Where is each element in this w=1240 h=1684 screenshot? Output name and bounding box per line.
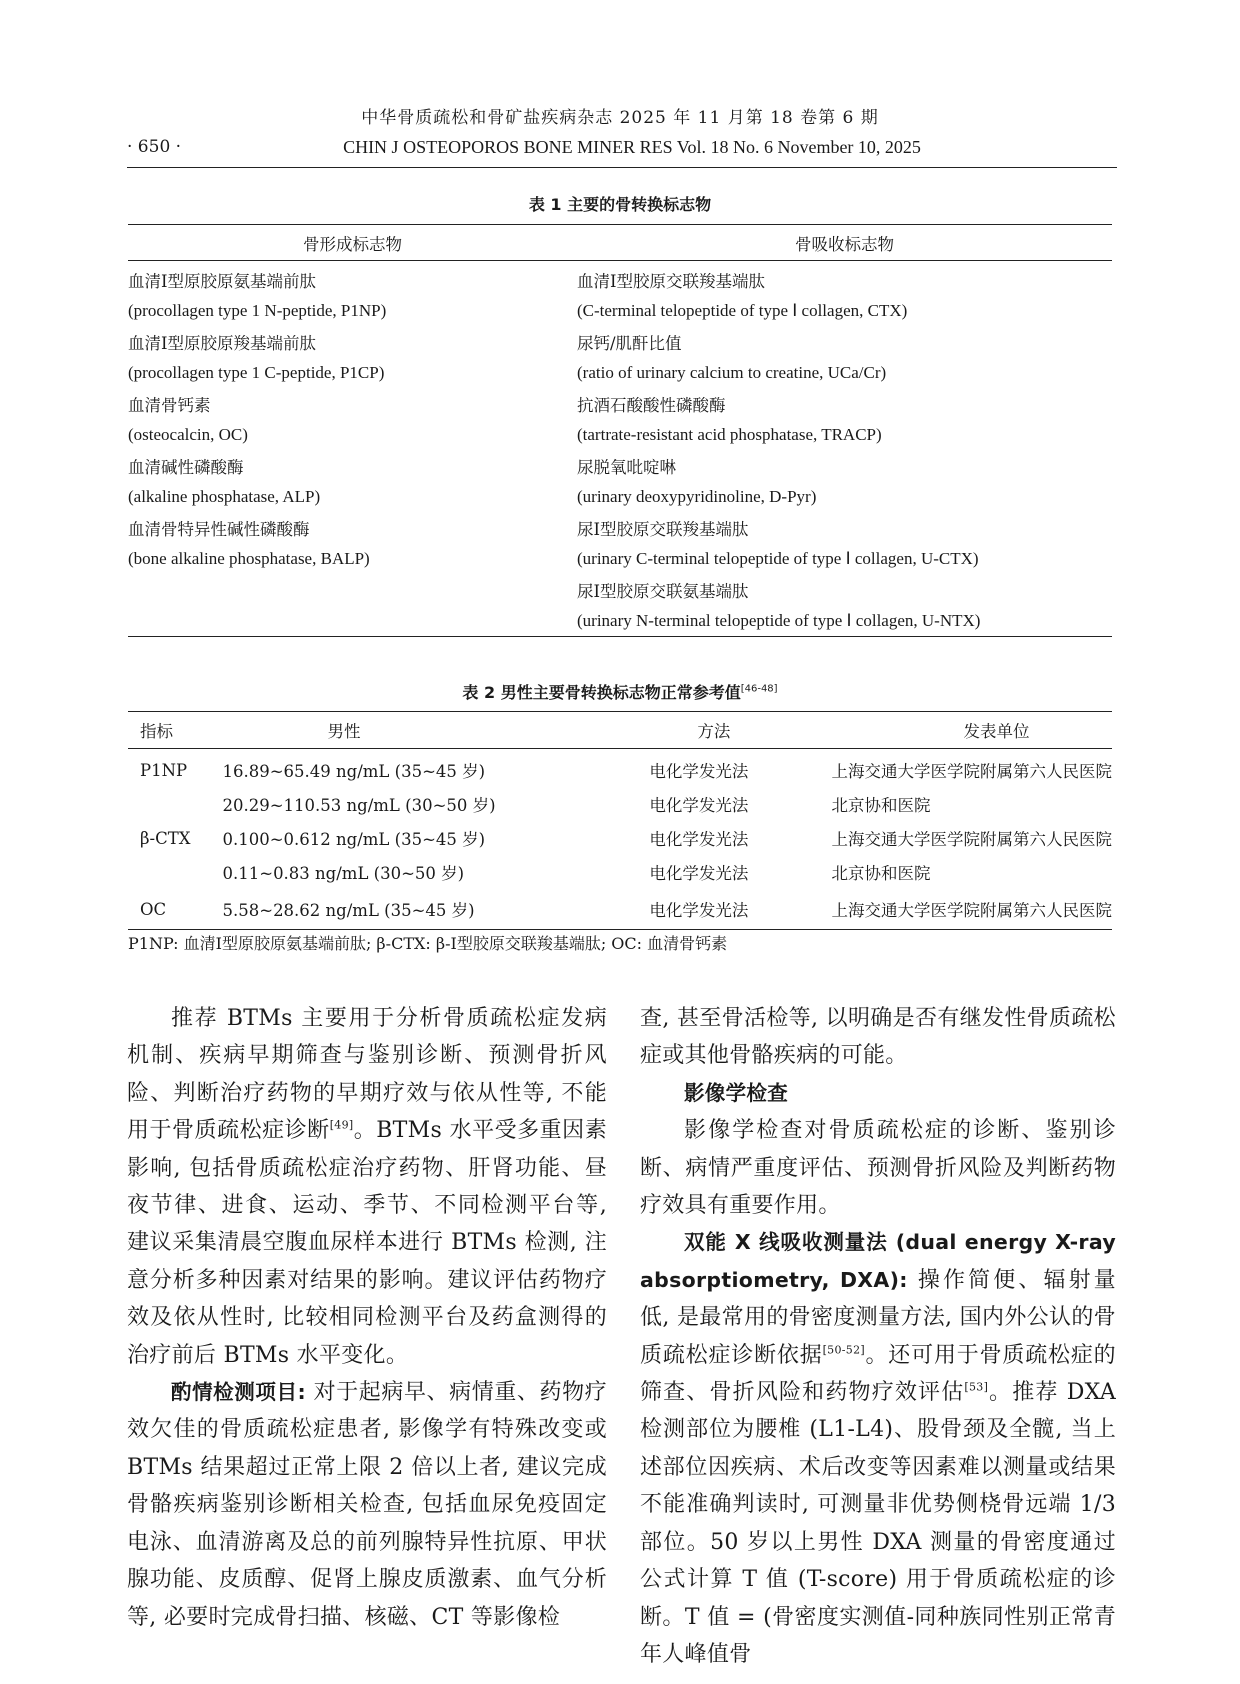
table2-caption-ref: [46-48] [740,683,778,695]
table-cell: β-CTX [140,828,191,848]
table-header-cell: 发表单位 [832,712,1113,749]
table-row [128,512,1112,543]
paragraph-text: 对于起病早、病情重、药物疗效欠佳的骨质疏松症患者, 影像学有特殊改变或 BTMs 结果超过正常上限 2 倍以上者, 建议完成骨骼疾病鉴别诊断相关检查, 包括血尿免疫固定电泳、血清游离及总的前列腺特异性抗原、甲状腺功能、皮质醇、促肾上腺皮质激素、血气分析等, 必要时完成骨扫描、核磁、CT 等影像检 [127,1380,607,1630]
table-cell: 上海交通大学医学院附属第六人民医院 [831,830,1112,849]
table-cell: 电化学发光法 [649,762,749,781]
table-row [128,357,1112,388]
paragraph-lead: 酌情检测项目: [171,1380,307,1405]
journal-title-en: CHIN J OSTEOPOROS BONE MINER RES Vol. 18 No. 6 November 10, 2025 [343,137,921,157]
table-header-cell: 骨形成标志物 [128,225,577,261]
table-cell: 尿Ⅰ型胶原交联氨基端肽 [577,581,749,601]
table-cell: 血清Ⅰ型原胶原氨基端前肽 [128,271,317,291]
table-cell: (alkaline phosphatase, ALP) [128,486,321,506]
table-cell: (procollagen type 1 N-peptide, P1NP) [128,300,387,320]
table-cell: 0.11~0.83 ng/mL (30~50 岁) [222,864,465,883]
journal-title-cn: 中华骨质疏松和骨矿盐疾病杂志 2025 年 11 月第 18 卷第 6 期 [361,108,879,128]
citation: [50-52] [822,1343,865,1357]
table-cell: 电化学发光法 [649,796,749,815]
table-header-cell: 男性 [223,712,650,749]
table-cell [128,855,223,889]
table-row [128,787,1112,821]
page-number: · 650 · [127,137,182,157]
table-cell: OC [128,889,223,930]
citation: [53] [964,1380,989,1394]
paragraph-text: 。BTMs 水平受多重因素影响, 包括骨质疏松症治疗药物、肝肾功能、昼夜节律、进食、运动、季节、不同检测平台等, 建议采集清晨空腹血尿样本进行 BTMs 检测, 注意分析多种因素对结果的影响。建议评估药物疗效及依从性时, 比较相同检测平台及药盒测得的治疗前后 BTMs 水平变化。 [127,1118,607,1368]
table-cell: (bone alkaline phosphatase, BALP) [128,548,370,568]
table-row [128,543,1112,574]
table-cell: (procollagen type 1 C-peptide, P1CP) [128,362,385,382]
table-cell [128,605,577,637]
table-cell: (osteocalcin, OC) [128,424,248,444]
table-cell: (C-terminal telopeptide of type Ⅰ collagen, CTX) [577,300,908,320]
table-row [128,326,1112,357]
paragraph-text: 。推荐 DXA 检测部位为腰椎 (L1-L4)、股骨颈及全髋, 当上述部位因疾病、术后改变等因素难以测量或结果不能准确判读时, 可测量非优势侧桡骨远端 1/3 部位。50 岁以上男性 DXA 测量的骨密度通过公式计算 T 值 (T-score) 用于骨质疏松症的诊断。T 值 = (骨密度实测值-同种族同性别正常青年人峰值骨 [640,1380,1117,1667]
table-cell: 抗酒石酸酸性磷酸酶 [577,395,726,415]
table-row [128,261,1112,296]
paragraph-text: 推荐 BTMs 主要用于分析骨质疏松症发病机制、疾病早期筛查与鉴别诊断、预测骨折风险、判断治疗药物的早期疗效与依从性等, 不能用于骨质疏松症诊断 [127,1006,607,1144]
table-cell: 上海交通大学医学院附属第六人民医院 [831,762,1112,781]
table1-caption: 表 1 主要的骨转换标志物 [528,195,712,214]
paragraph: 查, 甚至骨活检等, 以明确是否有继发性骨质疏松症或其他骨骼疾病的可能。 [640,1006,1116,1069]
table-cell: 血清骨特异性碱性磷酸酶 [128,519,310,539]
table-cell: 血清碱性磷酸酶 [128,457,244,477]
citation: [49] [329,1118,354,1132]
table-cell: (urinary N-terminal telopeptide of type Ⅰ collagen, U-NTX) [577,605,1112,637]
table-cell: 尿Ⅰ型胶原交联羧基端肽 [577,519,749,539]
table-cell: 北京协和医院 [831,796,931,815]
body-column-left [127,1000,607,1636]
table-cell: (urinary C-terminal telopeptide of type Ⅰ collagen, U-CTX) [577,548,979,568]
table-cell: (tartrate-resistant acid phosphatase, TRACP) [577,424,882,444]
header-rule [127,167,1117,168]
table-cell: 16.89~65.49 ng/mL (35~45 岁) [222,762,486,781]
table-cell: P1NP [140,760,188,780]
table2-footnote: P1NP: 血清Ⅰ型原胶原氨基端前肽; β-CTX: β-Ⅰ型胶原交联羧基端肽; OC: 血清骨钙素 [128,934,728,953]
table-row [128,605,1112,637]
table-cell: (ratio of urinary calcium to creatine, UCa/Cr) [577,362,887,382]
paragraph: 影像学检查对骨质疏松症的诊断、鉴别诊断、病情严重度评估、预测骨折风险及判断药物疗效具有重要作用。 [640,1118,1116,1219]
table-row [128,749,1112,788]
table-cell [128,787,223,821]
paragraph-text: 。还可用于骨质疏松症的筛查、骨折风险和药物疗效评估 [640,1342,1116,1406]
table-row [128,481,1112,512]
table-cell: 血清骨钙素 [128,395,211,415]
table-row [128,821,1112,855]
table-header-row [128,225,1112,261]
paragraph-lead: 双能 X 线吸收测量法 (dual energy X-ray absorptiometry, DXA): [640,1230,1116,1292]
table-row [128,295,1112,326]
table-cell: 尿钙/肌酐比值 [577,333,682,353]
table-cell: 尿脱氧吡啶啉 [577,457,676,477]
paragraph [640,1224,1116,1673]
table-cell: 20.29~110.53 ng/mL (30~50 岁) [222,796,496,815]
table-row [128,419,1112,450]
table2-caption-text: 表 2 男性主要骨转换标志物正常参考值 [462,683,741,702]
table-header-row [128,712,1112,749]
table-cell: 血清Ⅰ型胶原交联羧基端肽 [577,271,766,291]
table-cell: 上海交通大学医学院附属第六人民医院 [832,889,1113,930]
table-cell: (urinary deoxypyridinoline, D-Pyr) [577,486,817,506]
table2-caption [0,680,1240,703]
table-cell: 电化学发光法 [649,830,749,849]
table-cell: 电化学发光法 [649,864,749,883]
table-header-cell: 指标 [128,712,223,749]
table-cell: 北京协和医院 [831,864,931,883]
table-row [128,889,1112,930]
table-header-cell: 骨吸收标志物 [577,225,1112,261]
table-row [128,450,1112,481]
table-cell: 0.100~0.612 ng/mL (35~45 岁) [222,830,486,849]
body-column-right [640,1000,1116,1673]
table2 [128,711,1112,930]
table-row [128,388,1112,419]
paragraph-text: 操作简便、辐射量低, 是最常用的骨密度测量方法, 国内外公认的骨质疏松症诊断依据 [640,1267,1116,1368]
table-cell: 5.58~28.62 ng/mL (35~45 岁) [223,889,650,930]
paragraph [127,1000,607,1374]
table-row [128,855,1112,889]
table1 [128,224,1112,637]
section-heading: 影像学检查 [684,1080,788,1105]
table-cell [128,574,577,605]
paragraph [127,1374,607,1636]
table-header-cell: 方法 [649,712,831,749]
table-row [128,574,1112,605]
table-cell: 电化学发光法 [649,889,831,930]
table-cell: 血清Ⅰ型原胶原羧基端前肽 [128,333,317,353]
